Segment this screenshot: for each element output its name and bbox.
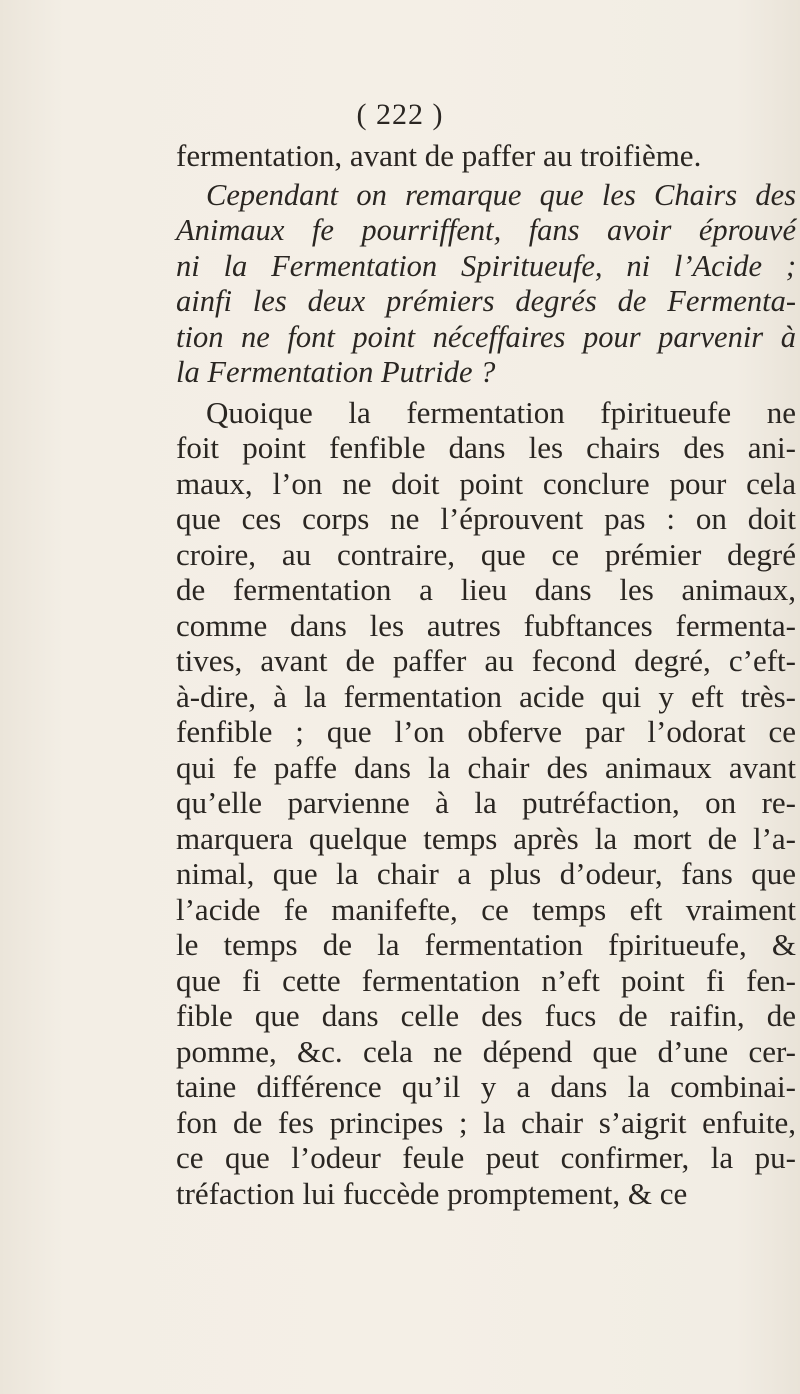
paragraph-question [176, 178, 796, 391]
text-line: tion ne font point néceffaires pour parvenir à [176, 319, 796, 354]
text-line: fenfible ; que l’on obferve par l’odorat ce [176, 714, 796, 749]
text-line: ce que l’odeur feule peut confirmer, la pu- [176, 1140, 796, 1175]
text-line: à-dire, à la fermentation acide qui y eft très- [176, 678, 796, 714]
text-line: fermentation, avant de paffer au troifième. [176, 138, 702, 173]
text-line: l’acide fe manifefte, ce temps eft vraiment [176, 891, 796, 927]
text-line: Cependant on remarque que les Chairs des [206, 177, 796, 212]
text-line: fible que dans celle des fucs de raifin, de [176, 998, 796, 1033]
text-line: ni la Fermentation Spiritueufe, ni l’Acide ; [176, 248, 796, 283]
text-line: taine différence qu’il y a dans la combinai- [176, 1069, 796, 1104]
page-number: ( 222 ) [356, 98, 444, 131]
text-line: la Fermentation Putride ? [176, 355, 496, 389]
text-line: que fi cette fermentation n’eft point fi fen- [176, 962, 796, 998]
text-line: tréfaction lui fuccède promptement, & ce [176, 1175, 688, 1211]
text-line: maux, l’on ne doit point conclure pour cela [176, 465, 796, 501]
text-line: marquera quelque temps après la mort de l’a- [176, 820, 796, 856]
text-line: de fermentation a lieu dans les animaux, [176, 572, 796, 607]
paragraph-continuation [176, 138, 796, 174]
page-text [176, 138, 796, 1211]
text-line: Quoique la fermentation fpiritueufe ne [206, 394, 796, 430]
text-line: comme dans les autres fubftances fermenta- [176, 607, 796, 643]
text-line: que ces corps ne l’éprouvent pas : on doit [176, 501, 796, 536]
text-line: fon de fes principes ; la chair s’aigrit enfuite, [176, 1104, 796, 1140]
text-line: pomme, &c. cela ne dépend que d’une cer- [176, 1033, 796, 1069]
text-line: nimal, que la chair a plus d’odeur, fans que [176, 856, 796, 891]
text-line: Animaux fe pourriffent, fans avoir éprouvé [176, 213, 796, 247]
text-line: qu’elle parvienne à la putréfaction, on re- [176, 785, 796, 820]
text-line: croire, au contraire, que ce prémier degré [176, 536, 796, 572]
text-line: le temps de la fermentation fpiritueufe, & [176, 927, 796, 962]
paragraph-answer [176, 395, 796, 1212]
text-line: foit point fenfible dans les chairs des ani- [176, 430, 796, 465]
text-line: ainfi les deux prémiers degrés de Fermenta- [176, 284, 796, 318]
text-line: tives, avant de paffer au fecond degré, c’eft- [176, 643, 796, 678]
text-line: qui fe paffe dans la chair des animaux avant [176, 749, 796, 785]
